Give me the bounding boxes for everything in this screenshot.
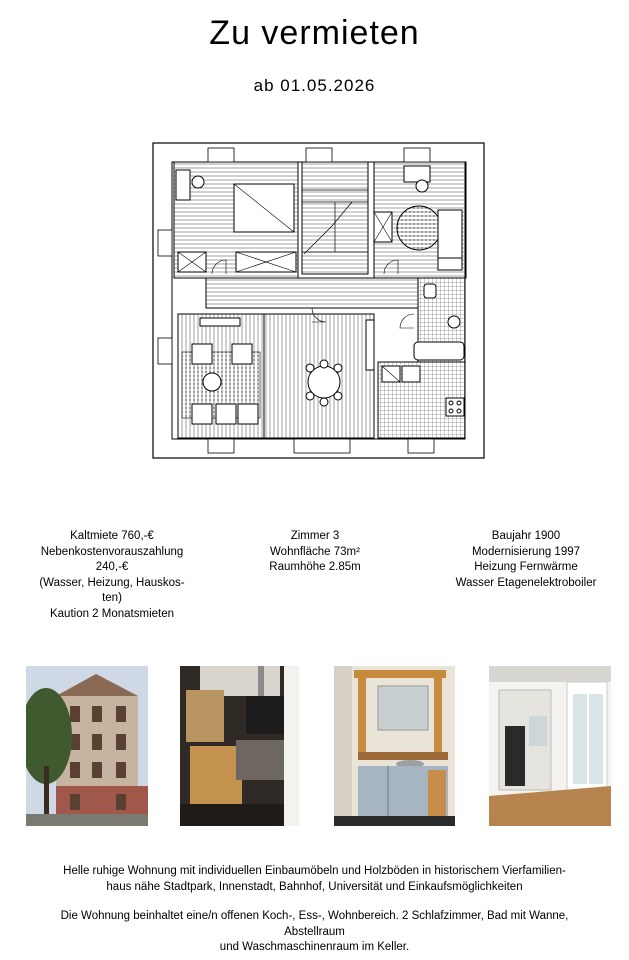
building-info: [440, 529, 612, 591]
building-line: Heizung Fernwärme: [474, 561, 578, 573]
living-room-photo: [489, 666, 611, 826]
description-line: Abstellraum: [284, 925, 345, 938]
availability-date: ab 01.05.2026: [253, 76, 376, 95]
description-line: und Waschmaschinenraum im Keller.: [219, 941, 410, 953]
size-line: Zimmer 3: [290, 530, 340, 542]
rent-line: 240,-€: [95, 561, 129, 573]
page-title: Zu vermieten: [209, 14, 420, 52]
size-line: Wohnfläche 73m²: [270, 545, 360, 558]
rent-line: Kaltmiete 760,-€: [70, 530, 154, 542]
rent-line: (Wasser, Heizung, Hauskos-: [39, 576, 185, 589]
size-line: Raumhöhe 2.85m: [269, 561, 361, 573]
description-rooms: [20, 909, 609, 956]
building-line: Baujahr 1900: [491, 530, 561, 542]
kitchen-photo: [180, 666, 299, 826]
description-line: Die Wohnung beinhaltet eine/n offenen Koch-, Ess-, Wohnbereich. 2 Schlafzimmer, Bad mit Wanne,: [60, 910, 569, 922]
floor-plan: [152, 142, 486, 460]
description-location: [20, 864, 609, 895]
rent-line: Kaution 2 Monatsmieten: [49, 607, 175, 620]
description-line: haus nähe Stadtpark, Innenstadt, Bahnhof, Universität und Einkaufsmöglichkeiten: [106, 880, 523, 893]
building-exterior-photo: [26, 666, 148, 826]
rent-line: Nebenkostenvorauszahlung: [40, 545, 184, 558]
bathroom-vanity-photo: [334, 666, 455, 826]
rent-costs: [28, 529, 196, 622]
building-line: Modernisierung 1997: [471, 545, 581, 558]
apartment-size: [240, 529, 390, 576]
building-line: Wasser Etagenelektroboiler: [455, 576, 597, 589]
description-line: Helle ruhige Wohnung mit individuellen Einbaumöbeln und Holzböden in historischem Vierfamilien-: [63, 865, 566, 877]
rent-line: ten): [102, 592, 122, 604]
